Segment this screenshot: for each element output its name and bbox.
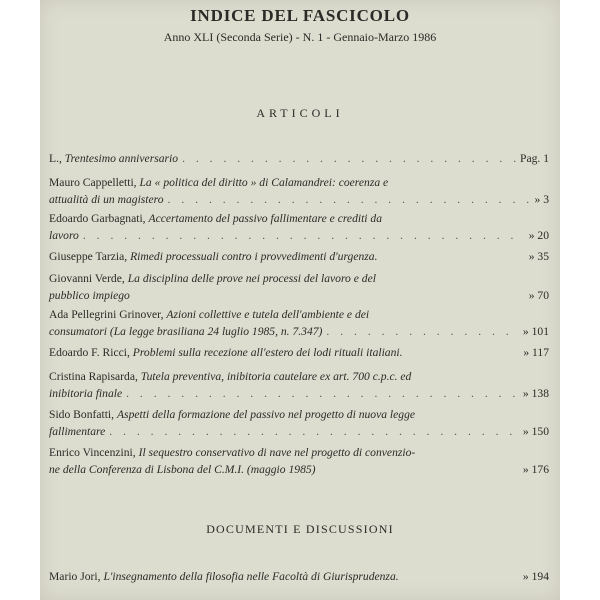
entry-title-cont: fallimentare: [49, 425, 106, 438]
dot-leader: [168, 191, 531, 208]
page-title: INDICE DEL FASCICOLO: [190, 6, 410, 25]
entry-title: Azioni collettive e tutela dell'ambiente e dei: [166, 308, 370, 321]
entry-author: Mario Jori,: [49, 570, 101, 583]
toc-entry: [49, 444, 549, 478]
entry-title: Accertamento del passivo fallimentare e crediti da: [148, 212, 383, 225]
toc-entry: [49, 150, 549, 167]
entry-title-cont: consumatori (La legge brasiliana 24 luglio 1985, n. 7.347): [49, 325, 323, 338]
entry-title-cont: pubblico impiego: [49, 289, 130, 302]
entry-page: » 194: [522, 570, 549, 583]
entry-title: Problemi sulla recezione all'estero dei lodi rituali italiani.: [132, 346, 403, 359]
entry-author: Giovanni Verde,: [49, 272, 125, 285]
entry-author: Ada Pellegrini Grinover,: [49, 308, 164, 321]
entry-page: » 150: [522, 425, 549, 438]
toc-entry: [49, 210, 549, 244]
entry-title-cont: inibitoria finale: [49, 387, 123, 400]
dot-leader: [126, 385, 519, 402]
entry-page: » 35: [528, 250, 549, 263]
entry-title: Trentesimo anniversario: [64, 152, 179, 165]
entry-title-cont: attualità di un magistero: [49, 193, 164, 206]
section-heading-articoli: ARTICOLI: [256, 106, 344, 120]
toc-entry: [49, 406, 549, 440]
entry-title: La « politica del diritto » di Calamandrei: coerenza e: [139, 176, 389, 189]
entry-title: Il sequestro conservativo di nave nel progetto di convenzio-: [138, 446, 416, 459]
entry-page: » 101: [522, 325, 549, 338]
dot-leader: [83, 227, 525, 244]
entry-author: Enrico Vincenzini,: [49, 446, 136, 459]
toc-entry: [49, 248, 549, 265]
entry-title: Rimedi processuali contro i provvedimenti d'urgenza.: [130, 250, 378, 263]
toc-entry: [49, 368, 549, 402]
dot-leader: [109, 423, 519, 440]
toc-entry: [49, 568, 549, 585]
entry-author: Sido Bonfatti,: [49, 408, 115, 421]
entry-title-cont: ne della Conferenza di Lisbona del C.M.I. (maggio 1985): [49, 463, 316, 476]
entry-title: L'insegnamento della filosofia nelle Facoltà di Giurisprudenza.: [103, 570, 399, 583]
entry-author: Cristina Rapisarda,: [49, 370, 138, 383]
entry-title: La disciplina delle prove nei processi del lavoro e del: [127, 272, 376, 285]
entry-page: » 20: [528, 229, 549, 242]
entry-page: » 138: [522, 387, 549, 400]
dot-leader: [326, 323, 518, 340]
entry-title-cont: lavoro: [49, 229, 79, 242]
section-heading-documenti: DOCUMENTI E DISCUSSIONI: [206, 522, 394, 536]
entry-page: » 176: [522, 463, 549, 476]
entry-author: L.,: [49, 152, 62, 165]
entry-page: Pag. 1: [520, 152, 549, 165]
entry-page: » 3: [534, 193, 549, 206]
index-page: [40, 0, 560, 600]
entry-author: Mauro Cappelletti,: [49, 176, 137, 189]
dot-leader: [182, 150, 516, 167]
toc-entry: [49, 270, 549, 304]
entry-author: Edoardo Garbagnati,: [49, 212, 146, 225]
entry-author: Edoardo F. Ricci,: [49, 346, 130, 359]
entry-page: » 70: [528, 289, 549, 302]
issue-subtitle: Anno XLI (Seconda Serie) - N. 1 - Gennaio-Marzo 1986: [163, 30, 437, 44]
entry-title: Aspetti della formazione del passivo nel progetto di nuova legge: [116, 408, 416, 421]
toc-entry: [49, 306, 549, 340]
entry-title: Tutela preventiva, inibitoria cautelare ex art. 700 c.p.c. ed: [140, 370, 412, 383]
toc-entry: [49, 174, 549, 208]
entry-page: » 117: [523, 346, 549, 359]
entry-author: Giuseppe Tarzia,: [49, 250, 128, 263]
toc-entry: [49, 344, 549, 361]
